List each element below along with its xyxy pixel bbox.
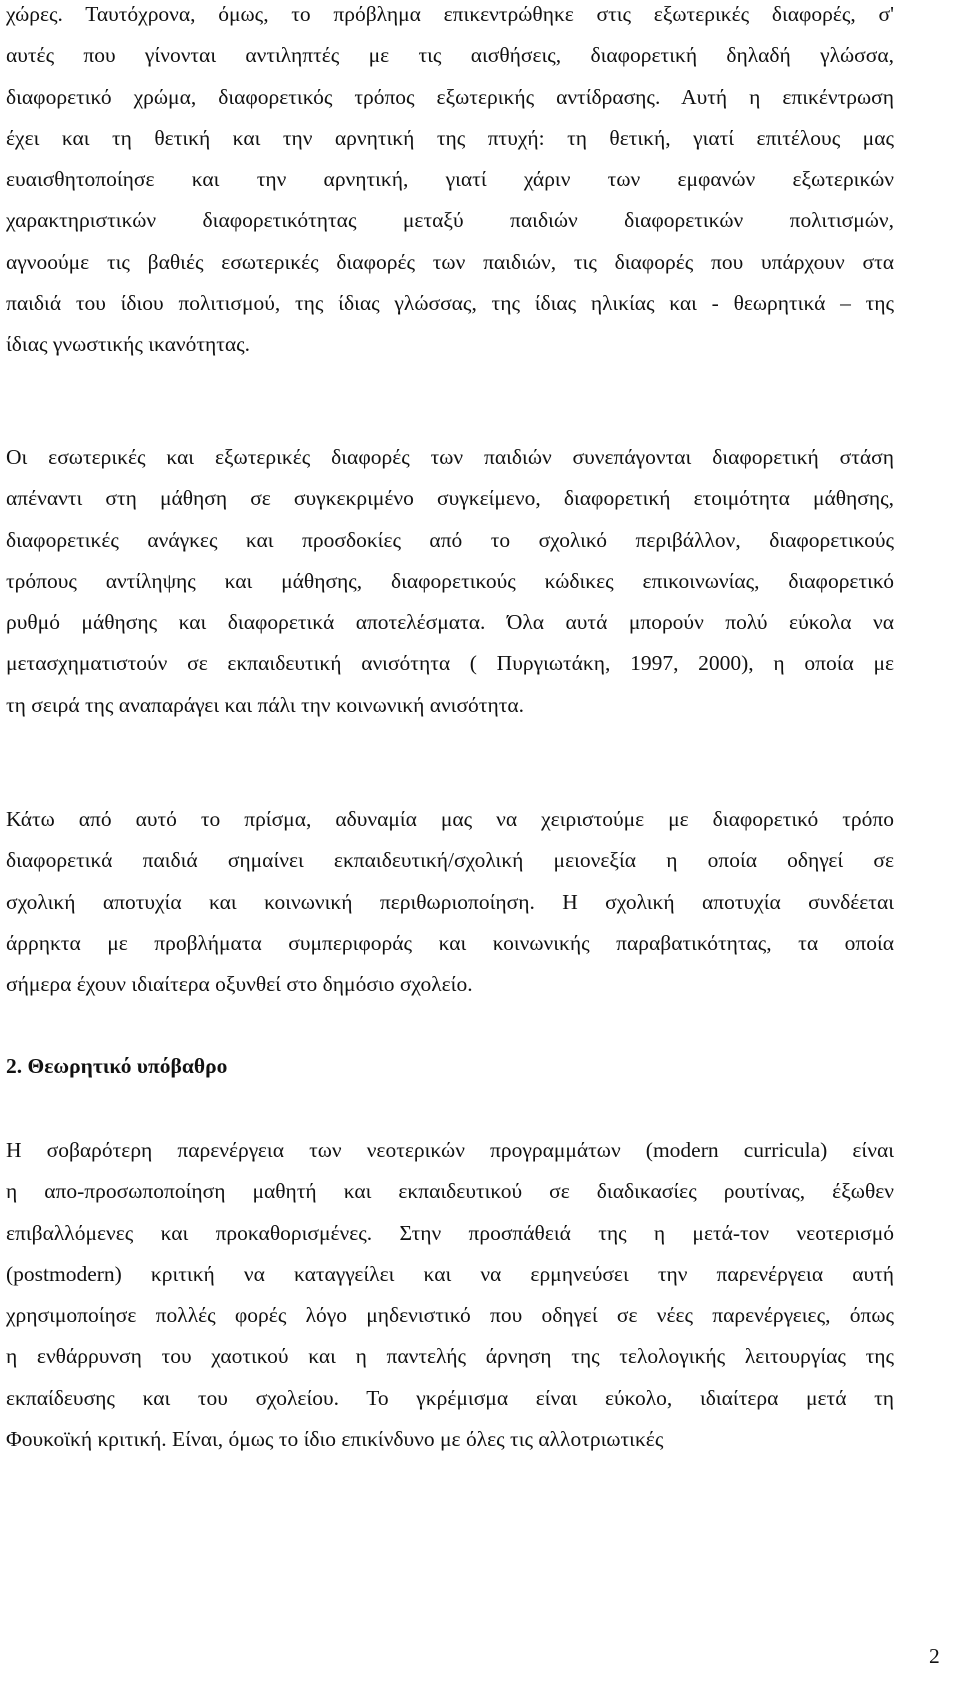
text-line: ρυθμό μάθησης και διαφορετικά αποτελέσματα. Όλα αυτά μπορούν πολύ εύκολα να (6, 610, 894, 635)
text-line: μετασχηματιστούν σε εκπαιδευτική ανισότητα ( Πυργιωτάκη, 1997, 2000), η οποία με (6, 651, 894, 676)
page-number: 2 (929, 1644, 940, 1668)
text-line: Η σοβαρότερη παρενέργεια των νεοτερικών προγραμμάτων (modern curricula) είναι (6, 1138, 894, 1162)
text-line: διαφορετικό χρώμα, διαφορετικός τρόπος εξωτερικής αντίδρασης. Αυτή η επικέντρωση (6, 84, 894, 109)
text-line: σχολική αποτυχία και κοινωνική περιθωριοποίηση. Η σχολική αποτυχία συνδέεται (6, 889, 894, 914)
text-line: Κάτω από αυτό το πρίσμα, αδυναμία μας να χειριστούμε με διαφορετικό τρόπο (6, 807, 894, 831)
text-line: ευαισθητοποίησε και την αρνητική, γιατί χάριν των εμφανών εξωτερικών (6, 167, 894, 192)
text-line: χρησιμοποίησε πολλές φορές λόγο μηδενιστικό που οδηγεί σε νέες παρενέργειες, όπως (6, 1303, 894, 1328)
text-line: χώρες. Ταυτόχρονα, όμως, το πρόβλημα επικεντρώθηκε στις εξωτερικές διαφορές, σ' (6, 2, 894, 26)
text-line: ίδιας γνωστικής ικανότητας. (6, 332, 251, 357)
text-line: διαφορετικά παιδιά σημαίνει εκπαιδευτική/σχολική μειονεξία η οποία οδηγεί σε (6, 848, 894, 873)
text-line: εκπαίδευσης και του σχολείου. Το γκρέμισμα είναι εύκολο, ιδιαίτερα μετά τη (6, 1385, 894, 1410)
text-line: επιβαλλόμενες και προκαθορισμένες. Στην προσπάθειά της η μετά-τον νεοτερισμό (6, 1220, 894, 1245)
section-heading: 2. Θεωρητικό υπόβαθρο (6, 1054, 228, 1078)
text-line: χαρακτηριστικών διαφορετικότητας μεταξύ παιδιών διαφορετικών πολιτισμών, (6, 208, 894, 233)
text-line: αγνοούμε τις βαθιές εσωτερικές διαφορές των παιδιών, τις διαφορές που υπάρχουν στα (6, 249, 894, 274)
text-line: διαφορετικές ανάγκες και προσδοκίες από το σχολικό περιβάλλον, διαφορετικούς (6, 527, 894, 552)
text-line: απέναντι στη μάθηση σε συγκεκριμένο συγκείμενο, διαφορετική ετοιμότητα μάθησης, (6, 486, 894, 511)
text-line: αυτές που γίνονται αντιληπτές με τις αισθήσεις, διαφορετική δηλαδή γλώσσα, (6, 43, 894, 68)
text-line: άρρηκτα με προβλήματα συμπεριφοράς και κοινωνικής παραβατικότητας, τα οποία (6, 930, 894, 955)
text-line: τη σειρά της αναπαράγει και πάλι την κοινωνική ανισότητα. (6, 692, 524, 717)
text-line: έχει και τη θετική και την αρνητική της πτυχή: τη θετική, γιατί επιτέλους μας (6, 125, 894, 150)
text-line: παιδιά του ίδιου πολιτισμού, της ίδιας γλώσσας, της ίδιας ηλικίας και - θεωρητικά – της (6, 291, 894, 316)
text-line: Οι εσωτερικές και εξωτερικές διαφορές των παιδιών συνεπάγονται διαφορετική στάση (6, 445, 894, 469)
paragraph-3 (6, 799, 894, 1005)
text-line: σήμερα έχουν ιδιαίτερα οξυνθεί στο δημόσιο σχολείο. (6, 972, 473, 997)
text-line: Φουκοϊκή κριτική. Είναι, όμως το ίδιο επικίνδυνο με όλες τις αλλοτριωτικές (6, 1427, 664, 1452)
text-line: τρόπους αντίληψης και μάθησης, διαφορετικούς κώδικες επικοινωνίας, διαφορετικό (6, 568, 894, 593)
paragraph-2 (6, 437, 894, 726)
text-line: η απο-προσωποποίηση μαθητή και εκπαιδευτικού σε διαδικασίες ρουτίνας, έξωθεν (6, 1179, 894, 1204)
text-line: (postmodern) κριτική να καταγγείλει και να ερμηνεύσει την παρενέργεια αυτή (6, 1261, 894, 1286)
paragraph-4 (6, 1130, 894, 1460)
paragraph-1 (6, 0, 894, 366)
text-line: η ενθάρρυνση του χαοτικού και η παντελής άρνηση της τελολογικής λειτουργίας της (6, 1344, 894, 1369)
